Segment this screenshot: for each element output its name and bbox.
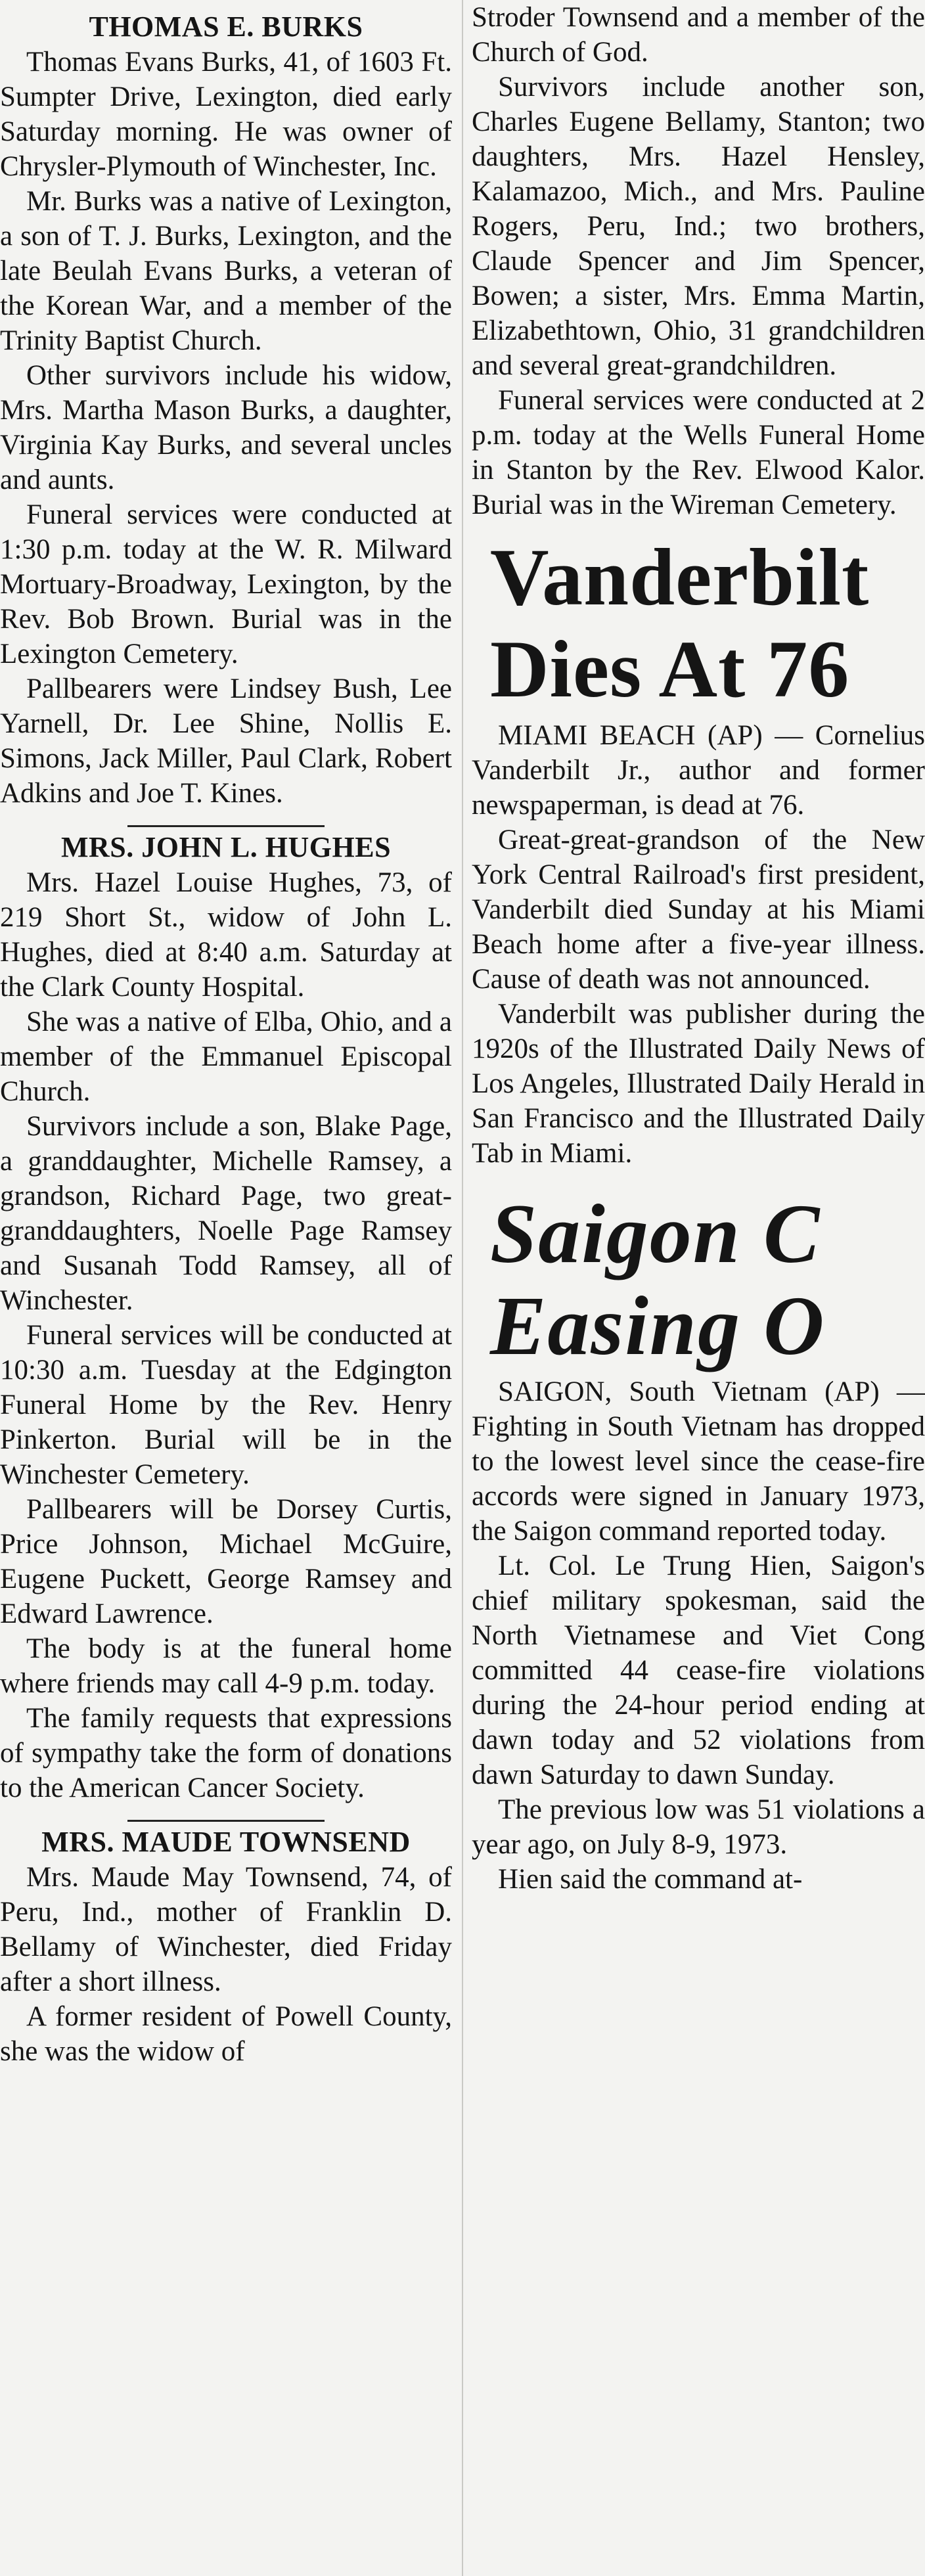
obituary-paragraph: The family requests that expressions of sympathy take the form of donations to the American Cancer Society. xyxy=(0,1703,452,1803)
obituary-paragraph: Survivors include a son, Blake Page, a granddaughter, Michelle Ramsey, a grandson, Richard Page, two great-granddaughters, Noelle Page Ramsey and Susanah Todd Ramsey, all of Winchester. xyxy=(0,1111,452,1316)
obituary-heading: MRS. JOHN L. HUGHES xyxy=(60,831,392,863)
obituary-paragraph: Pallbearers were Lindsey Bush, Lee Yarnell, Dr. Lee Shine, Nollis E. Simons, Jack Miller, Paul Clark, Robert Adkins and Joe T. Kines. xyxy=(0,673,452,809)
headline-line: Dies At 76 xyxy=(490,624,850,714)
continued-paragraph: Funeral services were conducted at 2 p.m. today at the Wells Funeral Home in Stanton by the Rev. Elwood Kalor. Burial was in the Wireman Cemetery. xyxy=(472,385,925,520)
obituary-maude-townsend xyxy=(0,1826,452,2069)
obituary-paragraph: Funeral services will be conducted at 10:30 a.m. Tuesday at the Edgington Funeral Home by the Rev. Henry Pinkerton. Burial will be in the Winchester Cemetery. xyxy=(0,1320,452,1490)
obituary-paragraph: Mrs. Maude May Townsend, 74, of Peru, Ind., mother of Franklin D. Bellamy of Winchester, died Friday after a short illness. xyxy=(0,1862,452,1997)
right-column xyxy=(472,0,925,1897)
obituary-paragraph: Other survivors include his widow, Mrs. Martha Mason Burks, a daughter, Virginia Kay Burks, and several uncles and aunts. xyxy=(0,360,452,495)
column-divider xyxy=(462,0,463,2576)
headline-line: Saigon C xyxy=(490,1187,821,1280)
townsend-continuation xyxy=(472,0,925,522)
story-paragraph: SAIGON, South Vietnam (AP) — Fighting in South Vietnam has dropped to the lowest level since the cease-fire accords were signed in January 1973, the Saigon command reported today. xyxy=(472,1376,925,1547)
obituary-paragraph: Funeral services were conducted at 1:30 p.m. today at the W. R. Milward Mortuary-Broadway, Lexington, by the Rev. Bob Brown. Burial was in the Lexington Cemetery. xyxy=(0,499,452,669)
continued-paragraph: Survivors include another son, Charles Eugene Bellamy, Stanton; two daughters, Mrs. Hazel Hensley, Kalamazoo, Mich., and Mrs. Pauline Rogers, Peru, Ind.; two brothers, Claude Spencer and Jim Spencer, Bowen; a sister, Mrs. Emma Martin, Elizabethtown, Ohio, 31 grandchildren and several great-grandchildren. xyxy=(472,72,925,381)
continued-paragraph: Stroder Townsend and a member of the Church of God. xyxy=(472,2,925,68)
section-divider xyxy=(127,1820,325,1822)
obituary-paragraph: Mr. Burks was a native of Lexington, a son of T. J. Burks, Lexington, and the late Beulah Evans Burks, a veteran of the Korean War, and a member of the Trinity Baptist Church. xyxy=(0,186,452,356)
obituary-paragraph: She was a native of Elba, Ohio, and a member of the Emmanuel Episcopal Church. xyxy=(0,1006,452,1107)
story-paragraph: Vanderbilt was publisher during the 1920s of the Illustrated Daily News of Los Angeles, Illustrated Daily Herald in San Francisco and the Illustrated Daily Tab in Miami. xyxy=(472,999,925,1169)
obituary-hazel-hughes xyxy=(0,831,452,1805)
story-paragraph: MIAMI BEACH (AP) — Cornelius Vanderbilt Jr., author and former newspaperman, is dead at 76. xyxy=(472,720,925,821)
section-divider xyxy=(127,825,325,827)
obituary-heading: MRS. MAUDE TOWNSEND xyxy=(41,1826,411,1858)
obituary-paragraph: Mrs. Hazel Louise Hughes, 73, of 219 Short St., widow of John L. Hughes, died at 8:40 a.m. Saturday at the Clark County Hospital. xyxy=(0,867,452,1003)
obituary-heading: THOMAS E. BURKS xyxy=(89,11,363,43)
obituary-paragraph: Pallbearers will be Dorsey Curtis, Price Johnson, Michael McGuire, Eugene Puckett, George Ramsey and Edward Lawrence. xyxy=(0,1494,452,1629)
headline-line: Vanderbilt xyxy=(490,532,870,622)
story-paragraph: The previous low was 51 violations a year ago, on July 8-9, 1973. xyxy=(472,1794,925,1860)
vanderbilt-story xyxy=(472,531,925,1171)
obituary-thomas-burks xyxy=(0,11,452,811)
story-paragraph: Hien said the command at- xyxy=(498,1864,803,1895)
story-paragraph: Lt. Col. Le Trung Hien, Saigon's chief military spokesman, said the North Vietnamese and Viet Cong committed 44 cease-fire violations during the 24-hour period ending at dawn today and 52 violations from dawn Saturday to dawn Sunday. xyxy=(472,1550,925,1790)
left-column-obituaries xyxy=(0,0,452,2069)
obituary-paragraph: A former resident of Powell County, she was the widow of xyxy=(0,2001,452,2067)
obituary-paragraph: Thomas Evans Burks, 41, of 1603 Ft. Sumpter Drive, Lexington, died early Saturday morning. He was owner of Chrysler-Plymouth of Winchester, Inc. xyxy=(0,47,452,182)
story-paragraph: Great-great-grandson of the New York Central Railroad's first president, Vanderbilt died Sunday at his Miami Beach home after a five-year illness. Cause of death was not announced. xyxy=(472,825,925,995)
saigon-story xyxy=(472,1188,925,1897)
headline-line: Easing O xyxy=(490,1279,826,1372)
obituary-paragraph: The body is at the funeral home where friends may call 4-9 p.m. today. xyxy=(0,1633,452,1699)
